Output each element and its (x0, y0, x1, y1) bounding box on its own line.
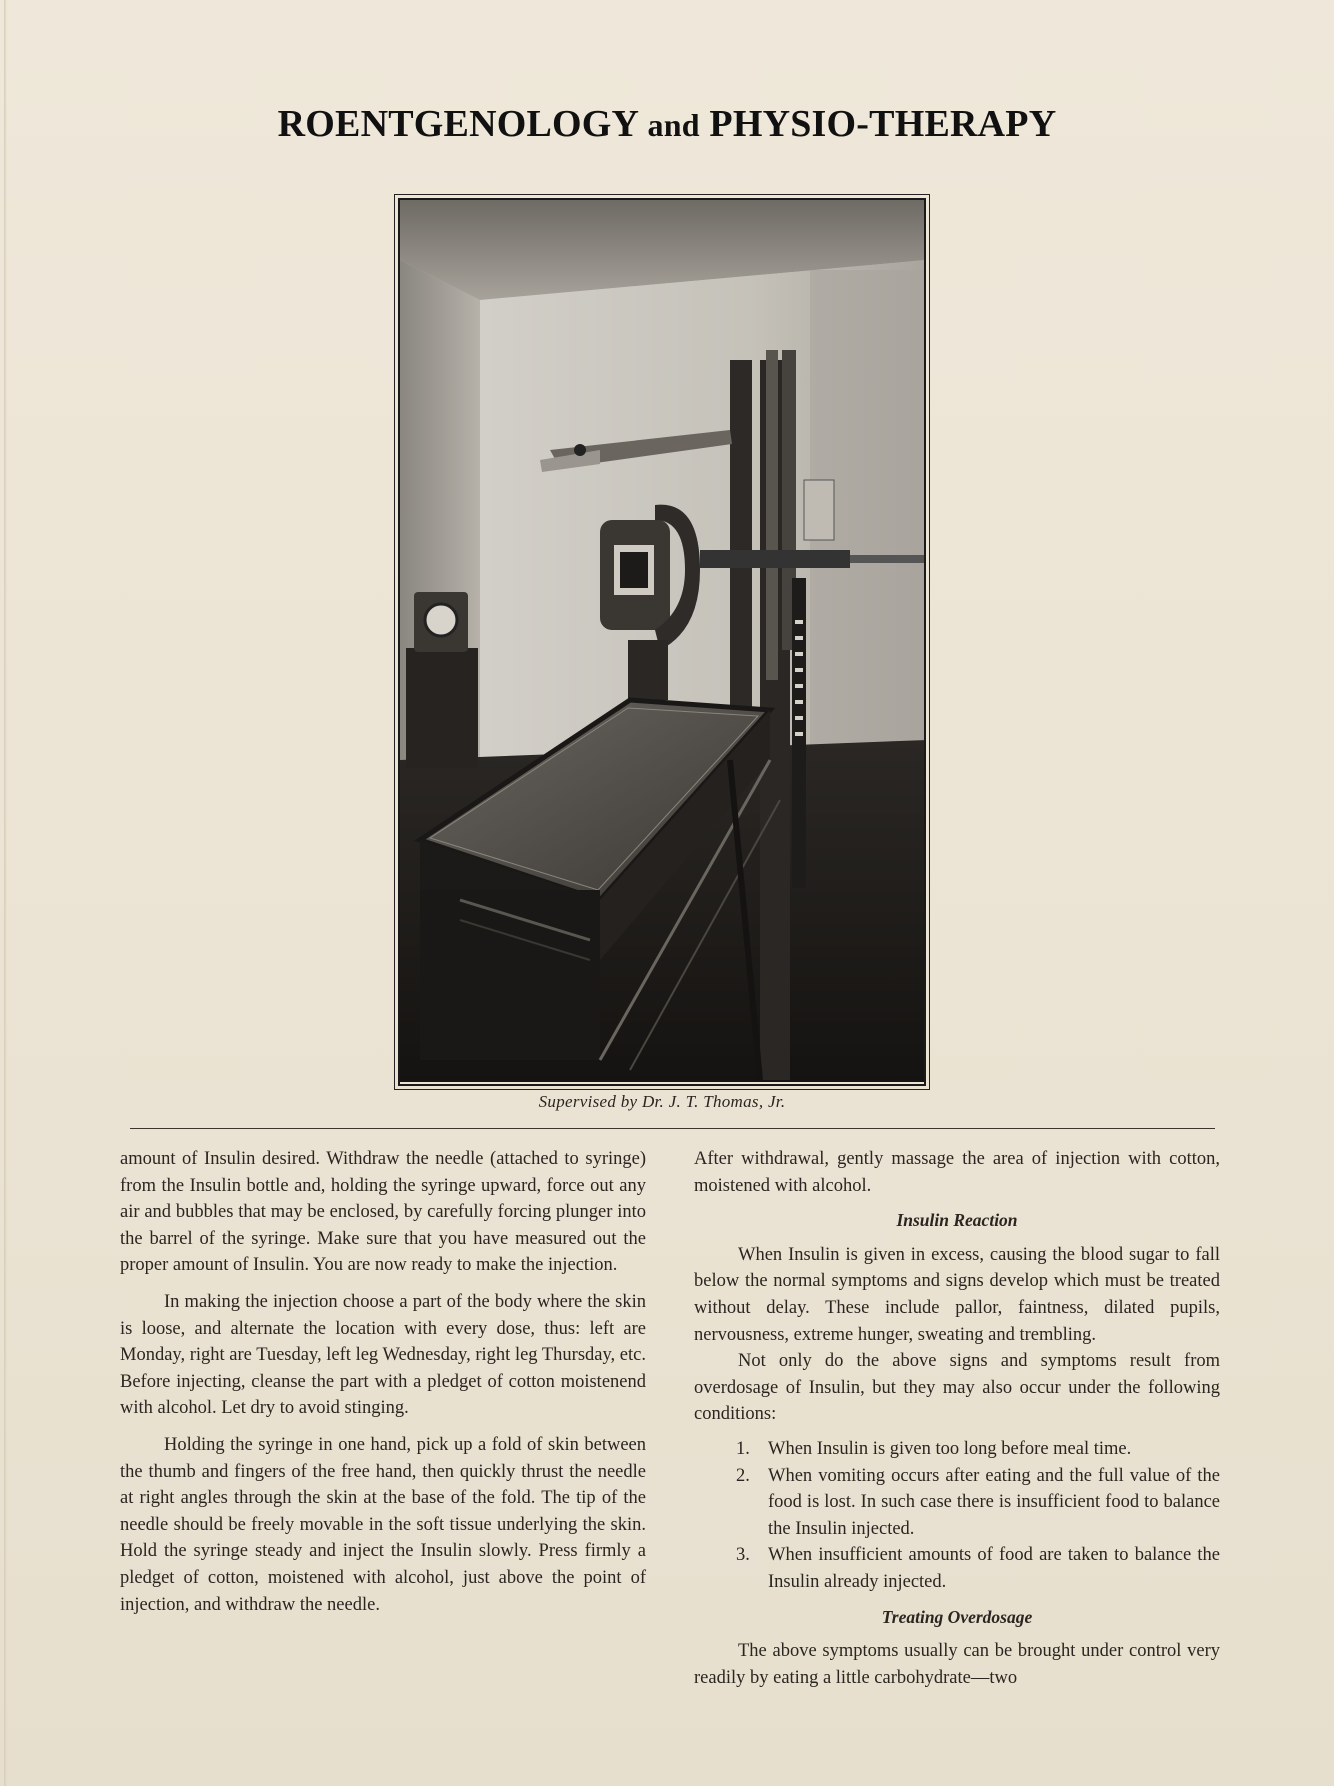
horizontal-rule (130, 1128, 1215, 1129)
photograph (398, 198, 926, 1086)
left-column (120, 1146, 646, 1618)
list-item (694, 1463, 1220, 1543)
section-heading-treating-overdosage: Treating Overdosage (881, 1606, 1033, 1627)
right-paragraph-3: The above symptoms usually can be brought under control very readily by eating a little carbohydrate—two (694, 1641, 1220, 1688)
title-part-3: PHYSIO-THERAPY (709, 103, 1057, 145)
left-paragraph-2: In making the injection choose a part of the body where the skin is loose, and alternate the location with every dose, thus: left are Monday, right are Tuesday, left leg Wednesday, right leg Thursday, etc. Before injecting, cleanse the part with a pledget of cotton moistenend with alcohol. Let dry to avoid stinging. (120, 1291, 646, 1419)
left-paragraph-1: amount of Insulin desired. Withdraw the needle (attached to syringe) from the Insulin bottle and, holding the syringe upward, force out any air and bubbles that may be enclosed, by carefully forcing plunger into the barrel of the syringe. Make sure that you have measured out the proper amount of Insulin. You are now ready to make the injection. (120, 1149, 646, 1276)
list-item-text: When Insulin is given too long before meal time. (768, 1438, 1132, 1459)
section-heading-insulin-reaction: Insulin Reaction (896, 1210, 1018, 1231)
title-part-1: ROENTGENOLOGY (277, 103, 638, 145)
conditions-list (694, 1436, 1220, 1596)
right-paragraph-1: When Insulin is given in excess, causing the blood sugar to fall below the normal symptoms and signs develop which must be treated without delay. These include pallor, faintness, dilated pupils, nervousness, extreme hunger, sweating and trembling. (694, 1244, 1220, 1345)
list-item-number: 2. (736, 1465, 750, 1486)
photo-caption: Supervised by Dr. J. T. Thomas, Jr. (538, 1092, 786, 1111)
left-paragraph-3: Holding the syringe in one hand, pick up a fold of skin between the thumb and fingers of the free hand, then quickly thrust the needle at right angles through the skin at the base of the fold. The tip of the needle should be freely movable in the soft tissue underlying the skin. Hold the syringe steady and inject the Insulin slowly. Press firmly a pledget of cotton, moistened with alcohol, just above the point of injection, and withdraw the needle. (120, 1434, 646, 1615)
photograph-frame (394, 194, 930, 1090)
list-item (694, 1542, 1220, 1595)
title-part-2: and (647, 107, 700, 143)
list-item-text: When vomiting occurs after eating and the full value of the food is lost. In such case there is insufficient food to balance the Insulin injected. (768, 1465, 1220, 1539)
right-intro-paragraph: After withdrawal, gently massage the area of injection with cotton, moistened with alcohol. (694, 1149, 1220, 1196)
list-item (694, 1436, 1220, 1463)
list-item-text: When insufficient amounts of food are taken to balance the Insulin already injected. (768, 1545, 1220, 1592)
right-paragraph-2: Not only do the above signs and symptoms result from overdosage of Insulin, but they may also occur under the following conditions: (694, 1351, 1220, 1425)
x-ray-room-photo (400, 200, 926, 1082)
list-item-number: 1. (736, 1438, 750, 1459)
page-edge-shadow (4, 0, 7, 1786)
right-column (694, 1146, 1220, 1691)
list-item-number: 3. (736, 1545, 750, 1566)
page-title (0, 102, 1334, 146)
